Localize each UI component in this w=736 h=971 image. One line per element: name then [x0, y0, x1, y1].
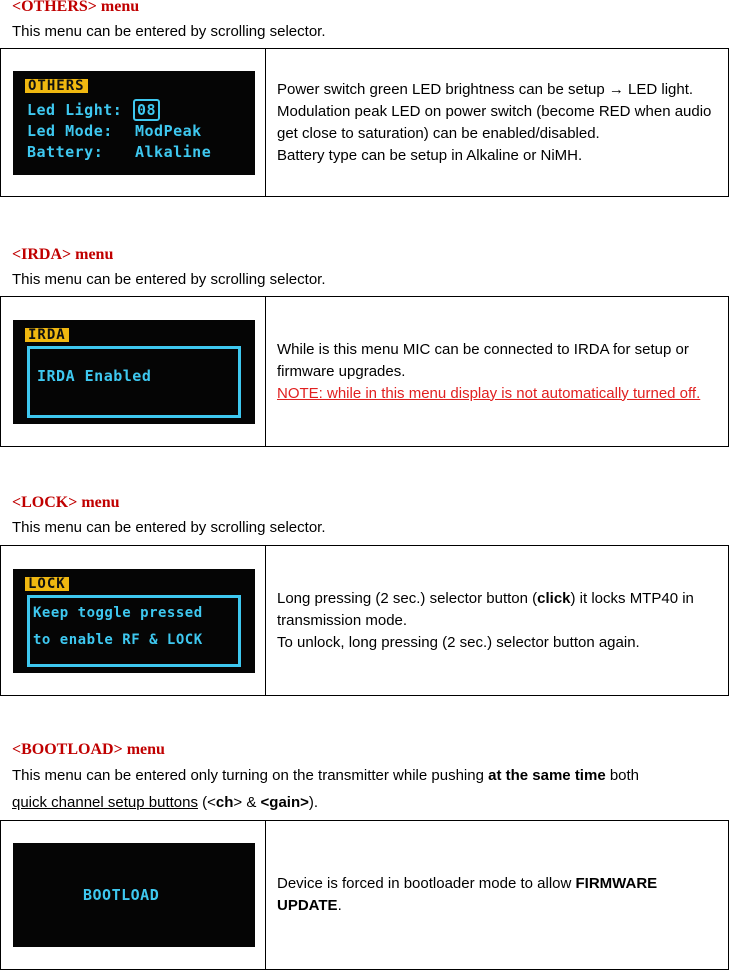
lock-screen-header: LOCK: [25, 577, 69, 591]
irda-section-description: This menu can be entered by scrolling selector.: [12, 271, 326, 288]
bootload-section-title: <BOOTLOAD> menu: [12, 741, 165, 758]
bootload-desc2-part1: (<: [197, 794, 216, 811]
gain-emphasis: <gain>: [260, 794, 309, 811]
irda-section-title: <IRDA> menu: [12, 246, 114, 263]
lock-oled-screen: [13, 569, 255, 673]
irda-enabled-text: IRDA Enabled: [37, 366, 152, 385]
irda-oled-screen: [13, 320, 255, 424]
ch-emphasis: ch: [215, 794, 234, 811]
led-mode-label: Led Mode:: [27, 121, 113, 140]
bootload-desc-part2: both: [605, 767, 640, 784]
bootload-screen-text: BOOTLOAD: [83, 886, 160, 904]
bootload-desc-emphasis: at the same time: [488, 767, 606, 784]
lock-table: [0, 545, 729, 696]
bootload-section-description-line2: [12, 794, 318, 811]
lock-image-cell: [1, 546, 266, 696]
others-battery-text: Battery type can be setup in Alkaline or NiMH.: [277, 146, 583, 164]
irda-table: [0, 296, 729, 447]
irda-description-text: While is this menu MIC can be connected to IRDA for setup or firmware upgrades.: [277, 340, 689, 380]
bootload-table: [0, 820, 729, 970]
others-description-text: Power switch green LED brightness can be setup → LED light. Modulation peak LED on power switch (become RED when audio get close to saturation) can be enabled/disabled.: [277, 80, 712, 142]
bootload-desc2-part2: > &: [233, 794, 261, 811]
others-image-cell: [1, 49, 266, 197]
quick-channel-setup-buttons-text: quick channel setup buttons: [12, 794, 198, 811]
others-screen-header: OTHERS: [25, 79, 88, 93]
irda-screen-header: IRDA: [25, 328, 69, 342]
battery-value: Alkaline: [135, 142, 212, 161]
lock-screen-line1: Keep toggle pressed: [33, 604, 203, 621]
bootload-text-cell: [266, 821, 729, 970]
irda-note-text: NOTE: while in this menu display is not automatically turned off.: [277, 384, 701, 402]
led-mode-value: ModPeak: [135, 121, 202, 140]
bootload-section-description: [12, 767, 639, 784]
irda-text-cell: [266, 297, 729, 447]
led-light-label: Led Light:: [27, 100, 123, 119]
click-emphasis: click: [537, 589, 571, 607]
bootload-text-part1: Device is forced in bootloader mode to allow: [277, 875, 576, 892]
others-text-cell: [266, 49, 729, 197]
lock-text-cell: [266, 546, 729, 696]
irda-image-cell: [1, 297, 266, 447]
others-table: [0, 48, 729, 197]
bootload-description-text: [277, 873, 718, 917]
lock-text-part2: ) it locks MTP40 in transmission mode.: [277, 589, 694, 629]
bootload-oled-screen: [13, 843, 255, 947]
lock-text-part1: Long pressing (2 sec.) selector button (: [277, 589, 538, 607]
battery-label: Battery:: [27, 142, 104, 161]
lock-section-title: <LOCK> menu: [12, 494, 120, 511]
others-section-description: This menu can be entered by scrolling selector.: [12, 23, 326, 40]
bootload-desc-part1: This menu can be entered only turning on the transmitter while pushing: [12, 767, 489, 784]
bootload-desc2-part3: ).: [308, 794, 319, 811]
firmware-update-emphasis: FIRMWARE UPDATE: [277, 875, 658, 914]
bootload-text-part2: .: [337, 897, 342, 914]
lock-screen-line2: to enable RF & LOCK: [33, 631, 203, 648]
others-section-title: <OTHERS> menu: [12, 0, 140, 15]
lock-description-text: [277, 588, 718, 632]
lock-unlock-text: To unlock, long pressing (2 sec.) selector button again.: [277, 633, 640, 651]
bootload-image-cell: [1, 821, 266, 970]
lock-section-description: This menu can be entered by scrolling selector.: [12, 519, 326, 536]
others-oled-screen: [13, 71, 255, 175]
led-light-value: 08: [133, 99, 160, 121]
